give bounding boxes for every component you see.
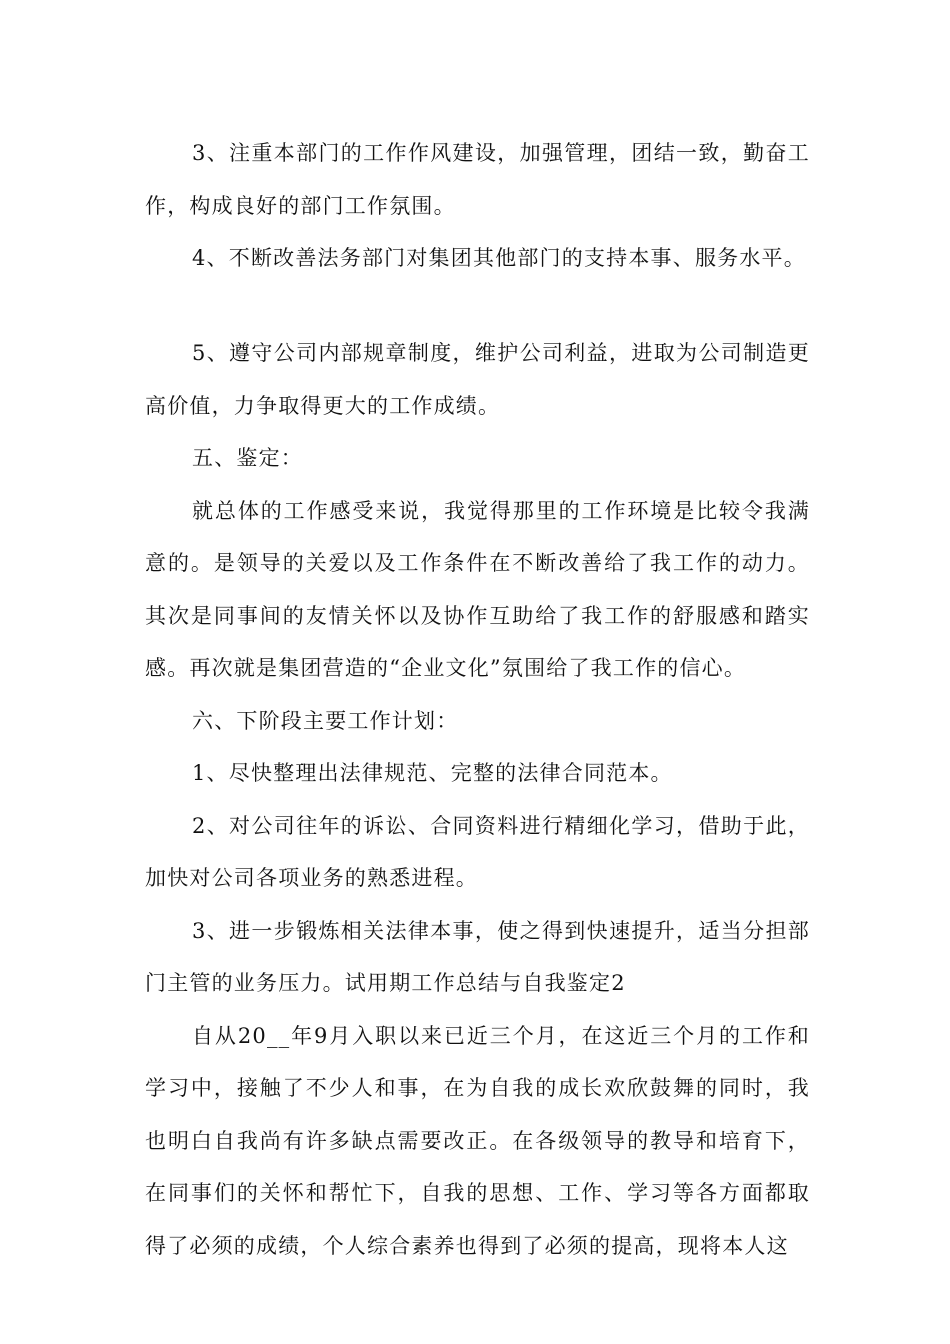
section-heading-appraisal: 五、鉴定： — [192, 446, 303, 470]
paragraph-summary-intro: 自从20__年9月入职以来已近三个月，在这近三个月的工作和学习中，接触了不少人和事，在为自我的成长欢欣鼓舞的同时，我也明白自我尚有许多缺点需要改正。在各级领导的教导和培育下，在同事们的关怀和帮忙下，自我的思想、工作、学习等各方面都取得了必须的成绩，个人综合素养也得到了必须的提高，现将本人这 — [145, 1023, 810, 1258]
section-heading-plan: 六、下阶段主要工作计划： — [192, 708, 459, 733]
text-section-main — [145, 327, 810, 1272]
text-section-top — [145, 127, 810, 285]
paragraph-plan-2: 2、对公司往年的诉讼、合同资料进行精细化学习，借助于此，加快对公司各项业务的熟悉进程。 — [145, 813, 810, 890]
paragraph-plan-3: 3、进一步锻炼相关法律本事，使之得到快速提升，适当分担部门主管的业务压力。试用期工作总结与自我鉴定2 — [145, 918, 810, 995]
paragraph-company-rules: 5、遵守公司内部规章制度，维护公司利益，进取为公司制造更高价值，力争取得更大的工作成绩。 — [145, 341, 810, 418]
paragraph-appraisal: 就总体的工作感受来说，我觉得那里的工作环境是比较令我满意的。是领导的关爱以及工作条件在不断改善给了我工作的动力。其次是同事间的友情关怀以及协作互助给了我工作的舒服感和踏实感。再次就是集团营造的“企业文化”氛围给了我工作的信心。 — [145, 498, 810, 680]
paragraph-legal-support: 4、不断改善法务部门对集团其他部门的支持本事、服务水平。 — [192, 246, 806, 270]
paragraph-plan-1: 1、尽快整理出法律规范、完整的法律合同范本。 — [192, 761, 673, 785]
paragraph-work-style: 3、注重本部门的工作作风建设，加强管理，团结一致，勤奋工作，构成良好的部门工作氛围。 — [145, 141, 810, 218]
